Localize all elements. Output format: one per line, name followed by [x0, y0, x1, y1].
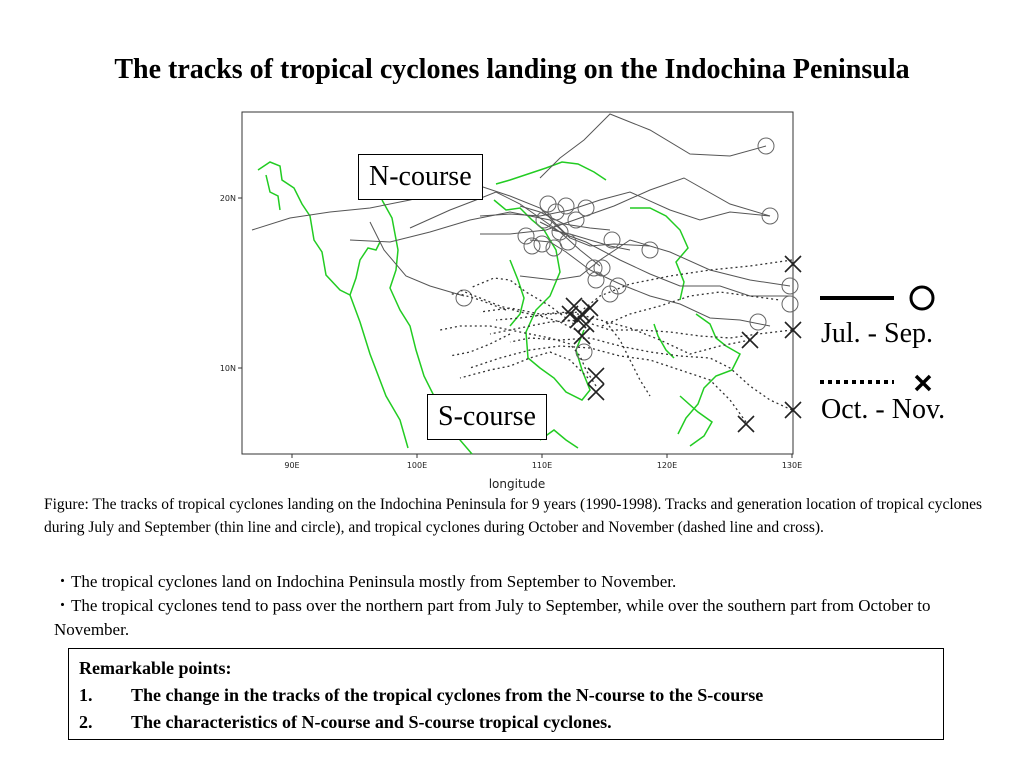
legend-jul-sep: Jul. - Sep. [821, 318, 933, 349]
remarks-item [79, 682, 933, 709]
remarks-item-text: The characteristics of N-course and S-course tropical cyclones. [131, 712, 612, 732]
cyclone-track-map [210, 100, 810, 500]
slide-title: The tracks of tropical cyclones landing on the Indochina Peninsula [114, 54, 910, 85]
bullet-item: ・The tropical cyclones tend to pass over the northern part from July to September, while over the southern part from October to November. [54, 596, 931, 639]
y-tick-label: 10N [219, 364, 236, 373]
bullet-list [54, 570, 984, 642]
x-tick-label: 130E [781, 461, 803, 470]
s-course-label: S-course [427, 394, 547, 440]
remarks-box [68, 648, 944, 740]
bullet-item: ・The tropical cyclones land on Indochina Peninsula mostly from September to November. [54, 572, 677, 591]
remarks-item-number: 1. [79, 685, 93, 705]
legend-circle-icon [911, 287, 933, 309]
x-tick-label: 90E [284, 461, 300, 470]
legend-cross-icon [916, 376, 930, 390]
x-tick-label: 110E [531, 461, 553, 470]
y-tick-label: 20N [219, 194, 236, 203]
legend-oct-nov: Oct. - Nov. [821, 394, 946, 425]
x-tick-label: 120E [656, 461, 678, 470]
remarks-item-text: The change in the tracks of the tropical cyclones from the N-course to the S-course [131, 685, 764, 705]
remarks-item [79, 709, 933, 736]
x-tick-label: 100E [406, 461, 428, 470]
figure-caption: Figure: The tracks of tropical cyclones landing on the Indochina Peninsula for 9 years (1990-1998). Tracks and generation location of tropical cyclones during July and September (thin line and circle), and tropical cyclones during October and November (dashed line and cross). [44, 496, 983, 536]
n-course-label: N-course [358, 154, 483, 200]
x-axis-label: longitude [488, 477, 546, 491]
remarks-heading: Remarkable points: [79, 658, 232, 678]
map-svg [210, 100, 810, 500]
remarks-item-number: 2. [79, 712, 93, 732]
